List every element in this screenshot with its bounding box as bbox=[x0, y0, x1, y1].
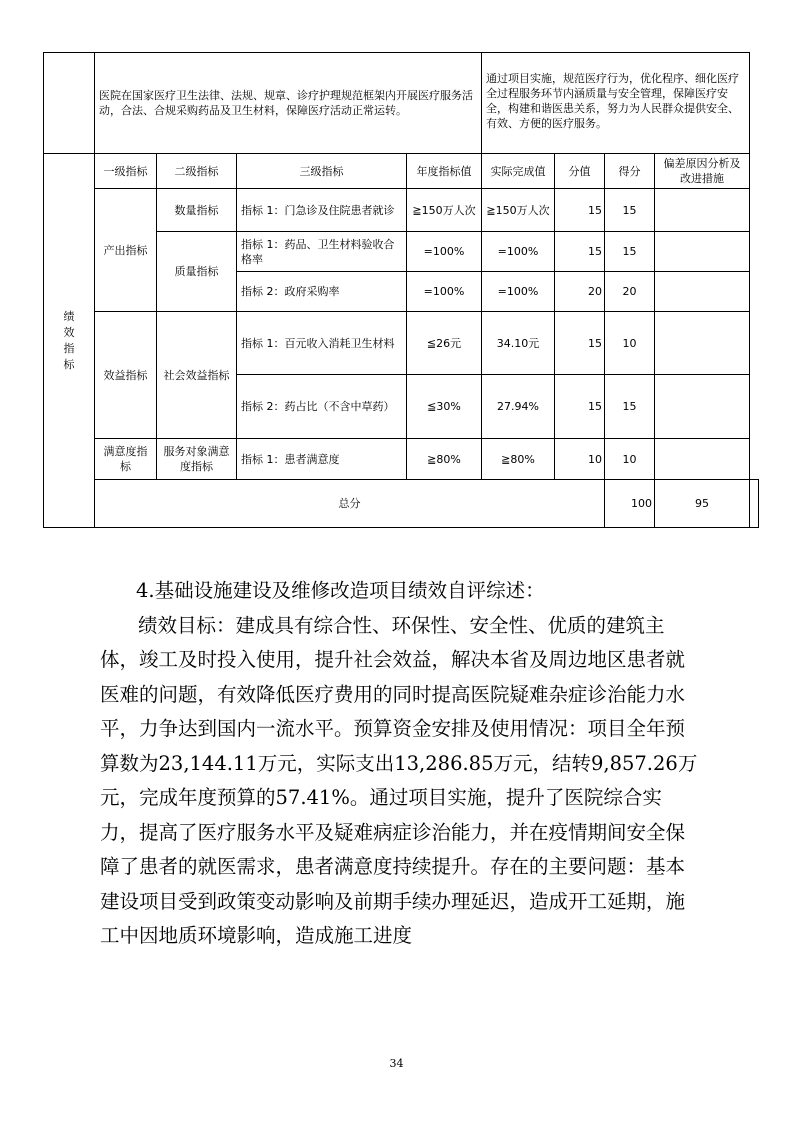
row-target: ≧150万人次 bbox=[407, 189, 482, 232]
group-quantity: 数量指标 bbox=[157, 189, 237, 232]
section-label: 绩效指标 bbox=[63, 309, 75, 371]
section-label-cell bbox=[44, 154, 95, 528]
row-actual: ≧150万人次 bbox=[482, 189, 555, 232]
body-text bbox=[100, 574, 700, 954]
objective-right-cell: 通过项目实施，规范医疗行为，优化程序、细化医疗全过程服务环节内涵质量与安全管理，保障医疗安全，构建和谐医患关系，努力为人民群众提供安全、有效、方便的医疗服务。 bbox=[482, 53, 750, 154]
total-row bbox=[44, 480, 759, 528]
header-level2: 二级指标 bbox=[157, 154, 237, 189]
row-target: ≦30% bbox=[407, 375, 482, 439]
row-actual: ≧80% bbox=[482, 439, 555, 480]
row-target: =100% bbox=[407, 232, 482, 272]
row-name: 指标 1：百元收入消耗卫生材料 bbox=[237, 312, 407, 375]
row-got: 15 bbox=[605, 232, 655, 272]
header-level1: 一级指标 bbox=[95, 154, 157, 189]
page-number: 34 bbox=[389, 1057, 404, 1070]
row-actual: =100% bbox=[482, 232, 555, 272]
total-label: 总分 bbox=[95, 480, 605, 528]
group-quality: 质量指标 bbox=[157, 232, 237, 312]
row-score: 15 bbox=[555, 232, 605, 272]
row-reason bbox=[655, 232, 750, 272]
group-benefit: 效益指标 bbox=[95, 312, 157, 439]
row-reason bbox=[655, 272, 750, 312]
row-score: 10 bbox=[555, 439, 605, 480]
total-score: 100 bbox=[605, 480, 655, 528]
group-social: 社会效益指标 bbox=[157, 312, 237, 439]
table-row bbox=[44, 189, 759, 232]
row-score: 15 bbox=[555, 375, 605, 439]
group-satisfaction: 满意度指标 bbox=[95, 439, 157, 480]
table-row bbox=[44, 312, 759, 375]
body-paragraph: 绩效目标：建成具有综合性、环保性、安全性、优质的建筑主体，竣工及时投入使用，提升社会效益，解决本省及周边地区患者就医难的问题，有效降低医疗费用的同时提高医院疑难杂症诊治能力水平，力争达到国内一流水平。预算资金安排及使用情况：项目全年预算数为23,144.11万元，实际支出13,286.85万元，结转9,857.26万元，完成年度预算的57.41%。通过项目实施，提升了医院综合实力，提高了医疗服务水平及疑难病症诊治能力，并在疫情期间安全保障了患者的就医需求，患者满意度持续提升。存在的主要问题：基本建设项目受到政策变动影响及前期手续办理延迟，造成开工延期，施工中因地质环境影响，造成施工进度 bbox=[100, 613, 698, 947]
header-level3: 三级指标 bbox=[237, 154, 407, 189]
row-target: ≦26元 bbox=[407, 312, 482, 375]
row-target: =100% bbox=[407, 272, 482, 312]
row-actual: 34.10元 bbox=[482, 312, 555, 375]
group-service: 服务对象满意度指标 bbox=[157, 439, 237, 480]
group-output: 产出指标 bbox=[95, 189, 157, 312]
row-score: 20 bbox=[555, 272, 605, 312]
total-reason bbox=[750, 480, 759, 528]
objective-row bbox=[44, 53, 759, 154]
blank-cell bbox=[44, 53, 95, 154]
row-got: 15 bbox=[605, 375, 655, 439]
row-reason bbox=[655, 375, 750, 439]
row-reason bbox=[655, 439, 750, 480]
row-got: 10 bbox=[605, 439, 655, 480]
header-target: 年度指标值 bbox=[407, 154, 482, 189]
table-row bbox=[44, 439, 759, 480]
header-score: 分值 bbox=[555, 154, 605, 189]
row-name: 指标 2：政府采购率 bbox=[237, 272, 407, 312]
header-reason: 偏差原因分析及改进措施 bbox=[655, 154, 750, 189]
header-row bbox=[44, 154, 759, 189]
row-score: 15 bbox=[555, 312, 605, 375]
objective-left-cell: 医院在国家医疗卫生法律、法规、规章、诊疗护理规范框架内开展医疗服务活动，合法、合规采购药品及卫生材料，保障医疗活动正常运转。 bbox=[95, 53, 482, 154]
row-name: 指标 1：药品、卫生材料验收合格率 bbox=[237, 232, 407, 272]
total-got: 95 bbox=[655, 480, 750, 528]
row-name: 指标 2：药占比（不含中草药） bbox=[237, 375, 407, 439]
row-score: 15 bbox=[555, 189, 605, 232]
row-name: 指标 1：患者满意度 bbox=[237, 439, 407, 480]
row-reason bbox=[655, 312, 750, 375]
header-got: 得分 bbox=[605, 154, 655, 189]
row-got: 10 bbox=[605, 312, 655, 375]
row-actual: 27.94% bbox=[482, 375, 555, 439]
row-got: 20 bbox=[605, 272, 655, 312]
row-actual: =100% bbox=[482, 272, 555, 312]
header-actual: 实际完成值 bbox=[482, 154, 555, 189]
performance-table bbox=[43, 52, 759, 528]
row-got: 15 bbox=[605, 189, 655, 232]
row-name: 指标 1：门急诊及住院患者就诊 bbox=[237, 189, 407, 232]
row-reason bbox=[655, 189, 750, 232]
row-target: ≧80% bbox=[407, 439, 482, 480]
section-heading: 4.基础设施建设及维修改造项目绩效自评综述： bbox=[136, 579, 545, 602]
